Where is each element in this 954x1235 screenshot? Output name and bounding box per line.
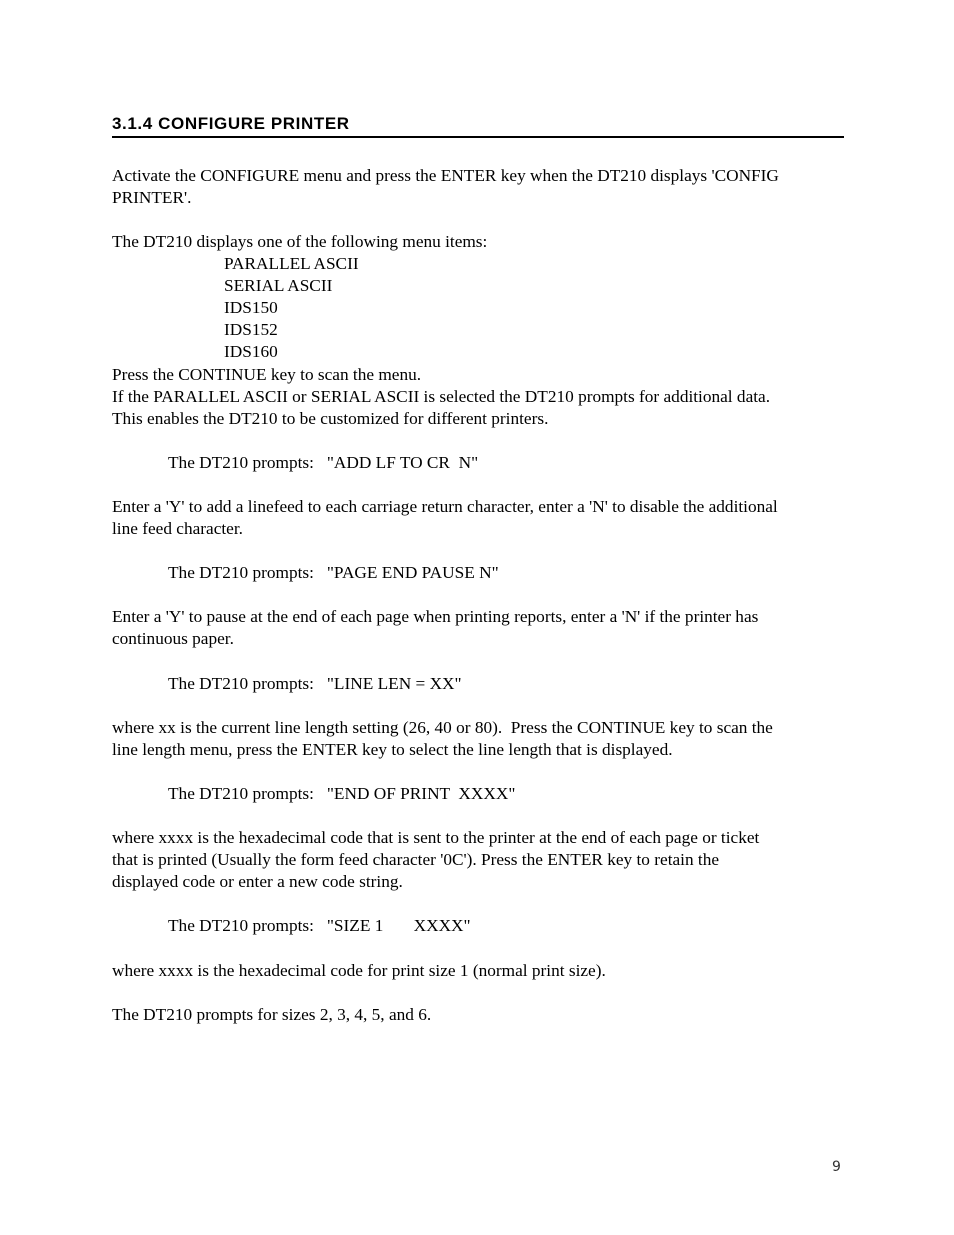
prompt-add-lf: The DT210 prompts: "ADD LF TO CR N" <box>168 453 479 472</box>
lf-desc-line-1: Enter a 'Y' to add a linefeed to each carriage return character, enter a 'N' to disable the additional <box>112 497 778 516</box>
menu-item-ids150: IDS150 <box>224 298 278 317</box>
menu-item-ids160: IDS160 <box>224 342 278 361</box>
prompt-line-len: The DT210 prompts: "LINE LEN = XX" <box>168 674 462 693</box>
len-desc-line-1: where xx is the current line length setting (26, 40 or 80). Press the CONTINUE key to scan the <box>112 718 773 737</box>
intro-line-2: PRINTER'. <box>112 188 192 207</box>
scan-line-3: This enables the DT210 to be customized for different printers. <box>112 409 549 428</box>
pause-desc-line-2: continuous paper. <box>112 629 234 648</box>
eop-desc-line-1: where xxxx is the hexadecimal code that is sent to the printer at the end of each page or ticket <box>112 828 760 847</box>
size-desc: where xxxx is the hexadecimal code for print size 1 (normal print size). <box>112 961 606 980</box>
prompt-end-of-print: The DT210 prompts: "END OF PRINT XXXX" <box>168 784 516 803</box>
menu-item-parallel-ascii: PARALLEL ASCII <box>224 254 359 273</box>
eop-desc-line-2: that is printed (Usually the form feed character '0C'). Press the ENTER key to retain the <box>112 850 720 869</box>
scan-line-1: Press the CONTINUE key to scan the menu. <box>112 365 422 384</box>
pause-desc-line-1: Enter a 'Y' to pause at the end of each page when printing reports, enter a 'N' if the printer has <box>112 607 759 626</box>
len-desc-line-2: line length menu, press the ENTER key to select the line length that is displayed. <box>112 740 673 759</box>
intro-line-1: Activate the CONFIGURE menu and press the ENTER key when the DT210 displays 'CONFIG <box>112 166 779 185</box>
menu-item-ids152: IDS152 <box>224 320 278 339</box>
scan-line-2: If the PARALLEL ASCII or SERIAL ASCII is selected the DT210 prompts for additional data. <box>112 387 771 406</box>
menu-item-serial-ascii: SERIAL ASCII <box>224 276 333 295</box>
lf-desc-line-2: line feed character. <box>112 519 243 538</box>
eop-desc-line-3: displayed code or enter a new code string. <box>112 872 403 891</box>
page-number: 9 <box>832 1159 841 1175</box>
heading-rule <box>112 136 844 138</box>
section-heading: 3.1.4 CONFIGURE PRINTER <box>112 114 350 133</box>
menu-intro: The DT210 displays one of the following menu items: <box>112 232 488 251</box>
prompt-size-1: The DT210 prompts: "SIZE 1 XXXX" <box>168 916 471 935</box>
sizes-note: The DT210 prompts for sizes 2, 3, 4, 5, and 6. <box>112 1005 432 1024</box>
prompt-page-end-pause: The DT210 prompts: "PAGE END PAUSE N" <box>168 563 499 582</box>
